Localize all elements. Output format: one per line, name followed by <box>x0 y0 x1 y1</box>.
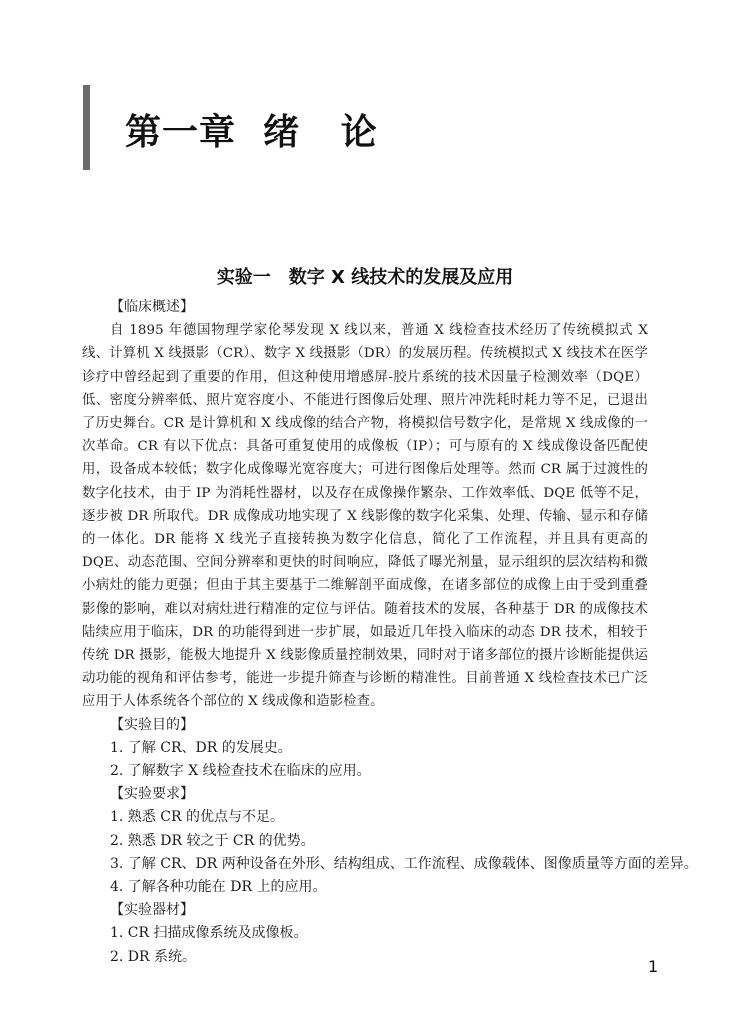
list-item: 2. DR 系统。 <box>110 948 197 965</box>
purpose-list <box>82 737 648 783</box>
overview-paragraph: 自 1895 年德国物理学家伦琴发现 X 线以来，普通 X 线检查技术经历了传统模拟式 X 线、计算机 X 线摄影（CR）、数字 X 线摄影（DR）的发展历程。传统模拟式 X 线技术在医学诊疗中曾经起到了重要的作用，但这种使用增感屏-胶片系统的技术因量子检测效率（DQE）低、密度分辨率低、照片宽容度小、不能进行图像后处理、照片冲洗耗时耗力等不足，已退出了历史舞台。CR 是计算机和 X 线成像的结合产物，将模拟信号数字化，是常规 X 线成像的一次革命。CR 有以下优点：具备可重复使用的成像板（IP）；可与原有的 X 线成像设备匹配使用，设备成本较低；数字化成像曝光宽容度大；可进行图像后处理等。然而 CR 属于过渡性的数字化技术，由于 IP 为消耗性器材，以及存在成像操作繁杂、工作效率低、DQE 低等不足，逐步被 DR 所取代。DR 成像成功地实现了 X 线影像的数字化采集、处理、传输、显示和存储的一体化。DR 能将 X 线光子直接转换为数字化信息，简化了工作流程，并且具有更高的 DQE、动态范围、空间分辨率和更快的时间响应，降低了曝光剂量，显示组织的层次结构和微小病灶的能力更强；但由于其主要基于二维解剖平面成像，在诸多部位的成像上由于受到重叠影像的影响，难以对病灶进行精准的定位与评估。随着技术的发展，各种基于 DR 的成像技术陆续应用于临床，DR 的功能得到进一步扩展，如最近几年投入临床的动态 DR 技术，相较于传统 DR 摄影，能极大地提升 X 线影像质量控制效果，同时对于诸多部位的摄片诊断能提供运动功能的视角和评估参考，能进一步提升筛查与诊断的精准性。目前普通 X 线检查技术已广泛应用于人体系统各个部位的 X 线成像和造影检查。 <box>82 323 648 710</box>
chapter-title: 第一章 绪 论 <box>125 112 378 153</box>
requirements-list <box>82 806 698 899</box>
list-item: 3. 了解 CR、DR 两种设备在外形、结构组成、工作流程、成像载体、图像质量等方面的差异。 <box>110 855 698 872</box>
list-item: 4. 了解各种功能在 DR 上的应用。 <box>110 879 327 896</box>
section-heading-equipment: 【实验器材】 <box>110 902 194 919</box>
page-content <box>82 296 698 969</box>
list-item: 2. 了解数字 X 线检查技术在临床的应用。 <box>110 763 371 780</box>
section-heading-requirements: 【实验要求】 <box>110 786 194 803</box>
section-heading-purpose: 【实验目的】 <box>110 716 194 733</box>
list-item: 1. CR 扫描成像系统及成像板。 <box>110 925 308 942</box>
chapter-accent-bar <box>83 85 90 170</box>
list-item: 1. 了解 CR、DR 的发展史。 <box>110 739 292 756</box>
page-number: 1 <box>648 957 659 976</box>
list-item: 1. 熟悉 CR 的优点与不足。 <box>110 809 284 826</box>
experiment-title: 实验一 数字 X 线技术的发展及应用 <box>216 267 514 288</box>
equipment-list <box>82 922 648 968</box>
list-item: 2. 熟悉 DR 较之于 CR 的优势。 <box>110 832 315 849</box>
section-heading-overview: 【临床概述】 <box>110 299 194 315</box>
